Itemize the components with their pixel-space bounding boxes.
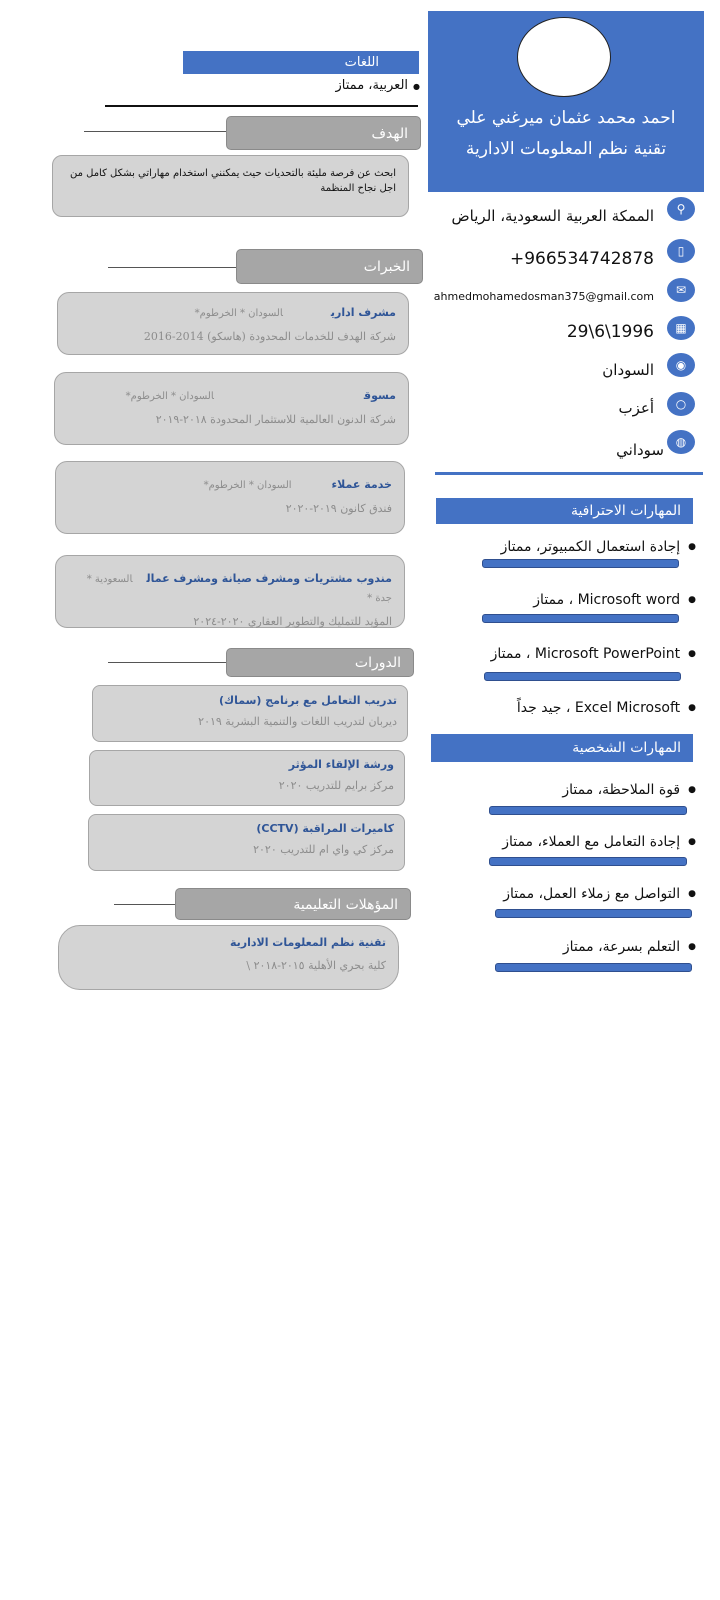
connector-line <box>108 267 236 268</box>
email-icon: ✉ <box>667 278 695 302</box>
skill-item: ●التواصل مع زملاء العمل، ممتاز <box>503 886 696 902</box>
skill-item: ●إجادة التعامل مع العملاء، ممتاز <box>502 834 696 850</box>
skill-item: ●Excel Microsoft ، جيد جداً <box>516 700 696 716</box>
course-card <box>88 814 405 871</box>
skill-bar <box>495 963 692 972</box>
profile-title: تقنية نظم المعلومات الادارية <box>465 139 667 159</box>
education-heading: المؤهلات التعليمية <box>175 888 411 920</box>
connector-line <box>114 904 176 905</box>
contact-phone: +966534742878 <box>509 249 654 269</box>
language-item: ●العربية، ممتاز <box>335 78 420 93</box>
location-icon: ⚲ <box>667 197 695 221</box>
contact-address: الممكة العربية السعودية، الرياض <box>451 207 654 225</box>
avatar <box>517 17 611 97</box>
bullet-icon: ● <box>688 785 696 795</box>
experience-heading: الخبرات <box>236 249 423 284</box>
bullet-icon: ● <box>688 942 696 952</box>
experience-detail: المؤيد للتمليك والتطوير العقاري ٢٠٢٠-٢٠٢٤ <box>193 615 392 628</box>
course-title: تدريب التعامل مع برنامج (سماك) <box>218 694 397 707</box>
skill-item: ●إجادة استعمال الكمبيوتر، ممتاز <box>500 539 696 555</box>
bullet-icon: ● <box>688 703 696 713</box>
course-detail: مركز كي واي ام للتدريب ٢٠٢٠ <box>253 843 394 856</box>
experience-title: مسوق <box>363 389 396 402</box>
personal-skills-heading: المهارات الشخصية <box>431 734 693 762</box>
bullet-icon: ● <box>688 595 696 605</box>
bullet-icon: ● <box>413 82 420 91</box>
languages-heading: اللغات <box>183 51 419 74</box>
divider <box>105 105 418 107</box>
course-card <box>89 750 405 806</box>
experience-title: مندوب مشتريات ومشرف صيانة ومشرف عمال <box>146 572 392 585</box>
contact-country: السودان <box>602 361 654 379</box>
bullet-icon: ● <box>688 649 696 659</box>
phone-icon: ▯ <box>667 239 695 263</box>
education-card <box>58 925 399 990</box>
skill-bar <box>484 672 681 681</box>
education-title: تقنية نظم المعلومات الادارية <box>229 936 386 949</box>
contact-marital-status: أعزب <box>618 399 654 417</box>
professional-skills-heading: المهارات الاحترافية <box>436 498 693 524</box>
experience-title: خدمة عملاء <box>331 478 392 491</box>
skill-bar <box>495 909 692 918</box>
course-detail: مركز برايم للتدريب ٢٠٢٠ <box>278 779 394 792</box>
experience-detail: شركة الهدف للخدمات المحدودة (هاسكو) 2014-2016 <box>143 330 396 343</box>
bullet-icon: ● <box>688 542 696 552</box>
contact-birthdate: 29\6\1996 <box>566 322 654 342</box>
connector-line <box>108 662 226 663</box>
experience-location: السودان * الخرطوم* <box>203 480 292 491</box>
connector-line <box>84 131 226 132</box>
course-title: كاميرات المراقبة (CCTV) <box>256 822 394 835</box>
experience-location: السودان * الخرطوم* <box>194 308 283 319</box>
experience-card <box>55 555 405 628</box>
globe-icon: ◍ <box>667 430 695 454</box>
calendar-icon: ▦ <box>667 316 695 340</box>
profile-name: احمد محمد عثمان ميرغني علي <box>456 108 676 128</box>
divider <box>435 472 703 475</box>
experience-detail: فندق كانون ٢٠١٩-٢٠٢٠ <box>285 502 392 515</box>
skill-item: ●قوة الملاحظة، ممتاز <box>562 782 696 798</box>
contact-nationality: سوداني <box>616 441 664 459</box>
experience-location: السودان * الخرطوم* <box>125 391 214 402</box>
experience-card <box>57 292 409 355</box>
skill-item: ●Microsoft word ، ممتاز <box>533 592 696 608</box>
experience-location: السعودية * جدة * <box>86 574 392 604</box>
course-card <box>92 685 408 742</box>
skill-bar <box>482 614 679 623</box>
education-detail: كلية بحري الأهلية ٢٠١٥-٢٠١٨ \ <box>246 959 386 972</box>
objective-heading: الهدف <box>226 116 421 150</box>
objective-text: ابحث عن فرصة مليئة بالتحديات حيث يمكنني استخدام مهاراتي بشكل كامل من اجل نجاح المنظمة <box>69 168 396 194</box>
skill-bar <box>489 857 687 866</box>
experience-detail: شركة الدنون العالمية للاستثمار المحدودة ٢٠١٨-٢٠١٩ <box>155 413 396 426</box>
ring-icon: ○ <box>667 392 695 416</box>
course-detail: ديربان لتدريب اللغات والتنمية البشرية ٢٠١٩ <box>198 715 397 728</box>
objective-card <box>52 155 409 217</box>
experience-title: مشرف اداري <box>330 306 396 319</box>
experience-card <box>55 461 405 534</box>
courses-heading: الدورات <box>226 648 414 677</box>
skill-bar <box>489 806 687 815</box>
skill-item: ●التعلم بسرعة، ممتاز <box>562 939 696 955</box>
eye-icon: ◉ <box>667 353 695 377</box>
skill-bar <box>482 559 679 568</box>
profile-name-block <box>432 103 700 165</box>
contact-email: ahmedmohamedosman375@gmail.com <box>433 290 654 303</box>
bullet-icon: ● <box>688 889 696 899</box>
experience-card <box>54 372 409 445</box>
bullet-icon: ● <box>688 837 696 847</box>
skill-item: ●Microsoft PowerPoint ، ممتاز <box>490 646 696 662</box>
course-title: ورشة الإلقاء المؤثر <box>288 758 394 771</box>
